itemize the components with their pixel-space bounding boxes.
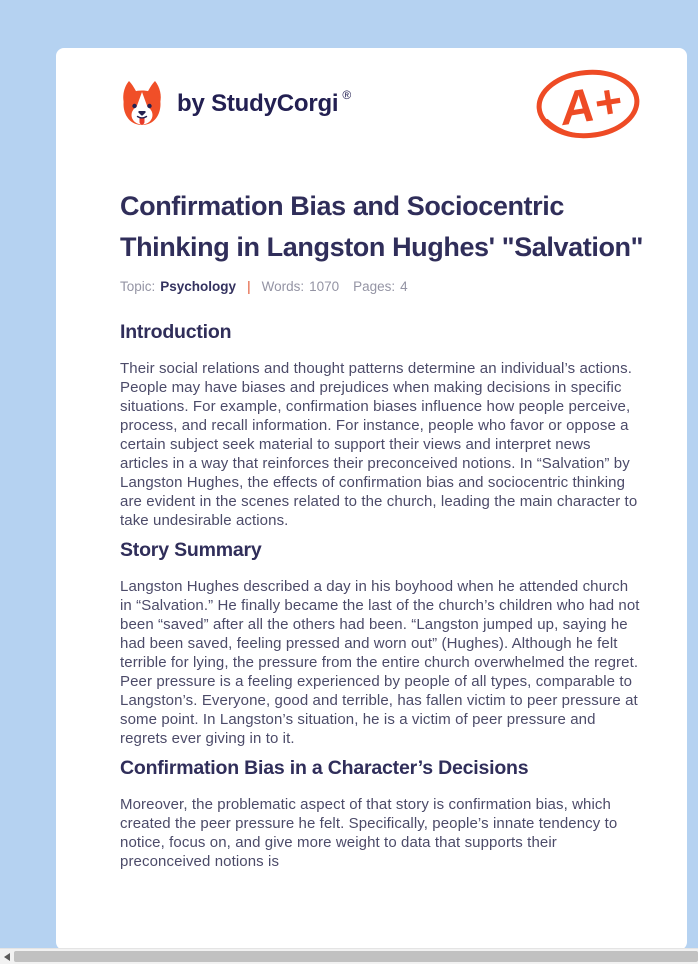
registered-mark-icon: ® [342,88,352,102]
a-plus-badge-icon [534,66,642,142]
corgi-logo-icon [120,80,164,128]
topic-label: Topic: [120,279,156,294]
svg-text:A+: A+ [556,73,626,136]
studycorgi-logo [120,80,351,128]
horizontal-scrollbar[interactable] [0,948,698,964]
pages-value: 4 [400,279,408,294]
pages-label: Pages: [353,279,396,294]
scroll-left-button[interactable] [0,949,14,964]
scroll-left-arrow-icon [4,953,10,961]
section-paragraph: Their social relations and thought patterns determine an individual’s actions. People may have biases and prejudices when making decisions in specific situations. For example, confirmation biases influence how people perceive, process, and recall information. For instance, people who favor or oppose a certain subject seek material to support their views and interpret news articles in a way that reinforces their preconceived notions. In “Salvation” by Langston Hughes, the effects of confirmation bias and sociocentric thinking are evident in the scenes related to the church, leading the main character to take undesirable actions. [120,360,638,529]
section-heading-story-summary: Story Summary [120,539,262,561]
meta-divider: | [247,279,251,294]
words-value: 1070 [309,279,340,294]
section-heading-introduction: Introduction [120,321,232,343]
words-label: Words: [261,279,305,294]
meta-row [120,279,642,294]
logo-text: by StudyCorgi [177,90,339,117]
page-title: Confirmation Bias and Sociocentric Thinking in Langston Hughes' "Salvation" [120,191,644,262]
section-heading-confirmation-bias: Confirmation Bias in a Character’s Decisions [120,757,529,779]
scrollbar-thumb[interactable] [14,951,698,962]
section-paragraph: Moreover, the problematic aspect of that story is confirmation bias, which created the peer pressure he felt. Specifically, people’s innate tendency to notice, focus on, and give more weight to data that supports their preconceived notions is [120,796,618,870]
topic-link[interactable]: Psychology [160,279,237,294]
document-card [56,48,687,950]
document-header [120,64,642,144]
section-paragraph: Langston Hughes described a day in his boyhood when he attended church in “Salvation.” He finally became the last of the church’s children who had not been “saved” after all the others had been. “Langston jumped up, saying he had been saved, feeling pressed and worn out” (Hughes). Although he felt terrible for lying, the pressure from the entire church overwhelmed the regret. Peer pressure is a feeling experienced by people of all types, comparable to Langston’s. Everyone, good and terrible, has fallen victim to peer pressure at some point. In Langston’s situation, he is a victim of peer pressure and regrets ever giving in to it. [120,578,640,747]
